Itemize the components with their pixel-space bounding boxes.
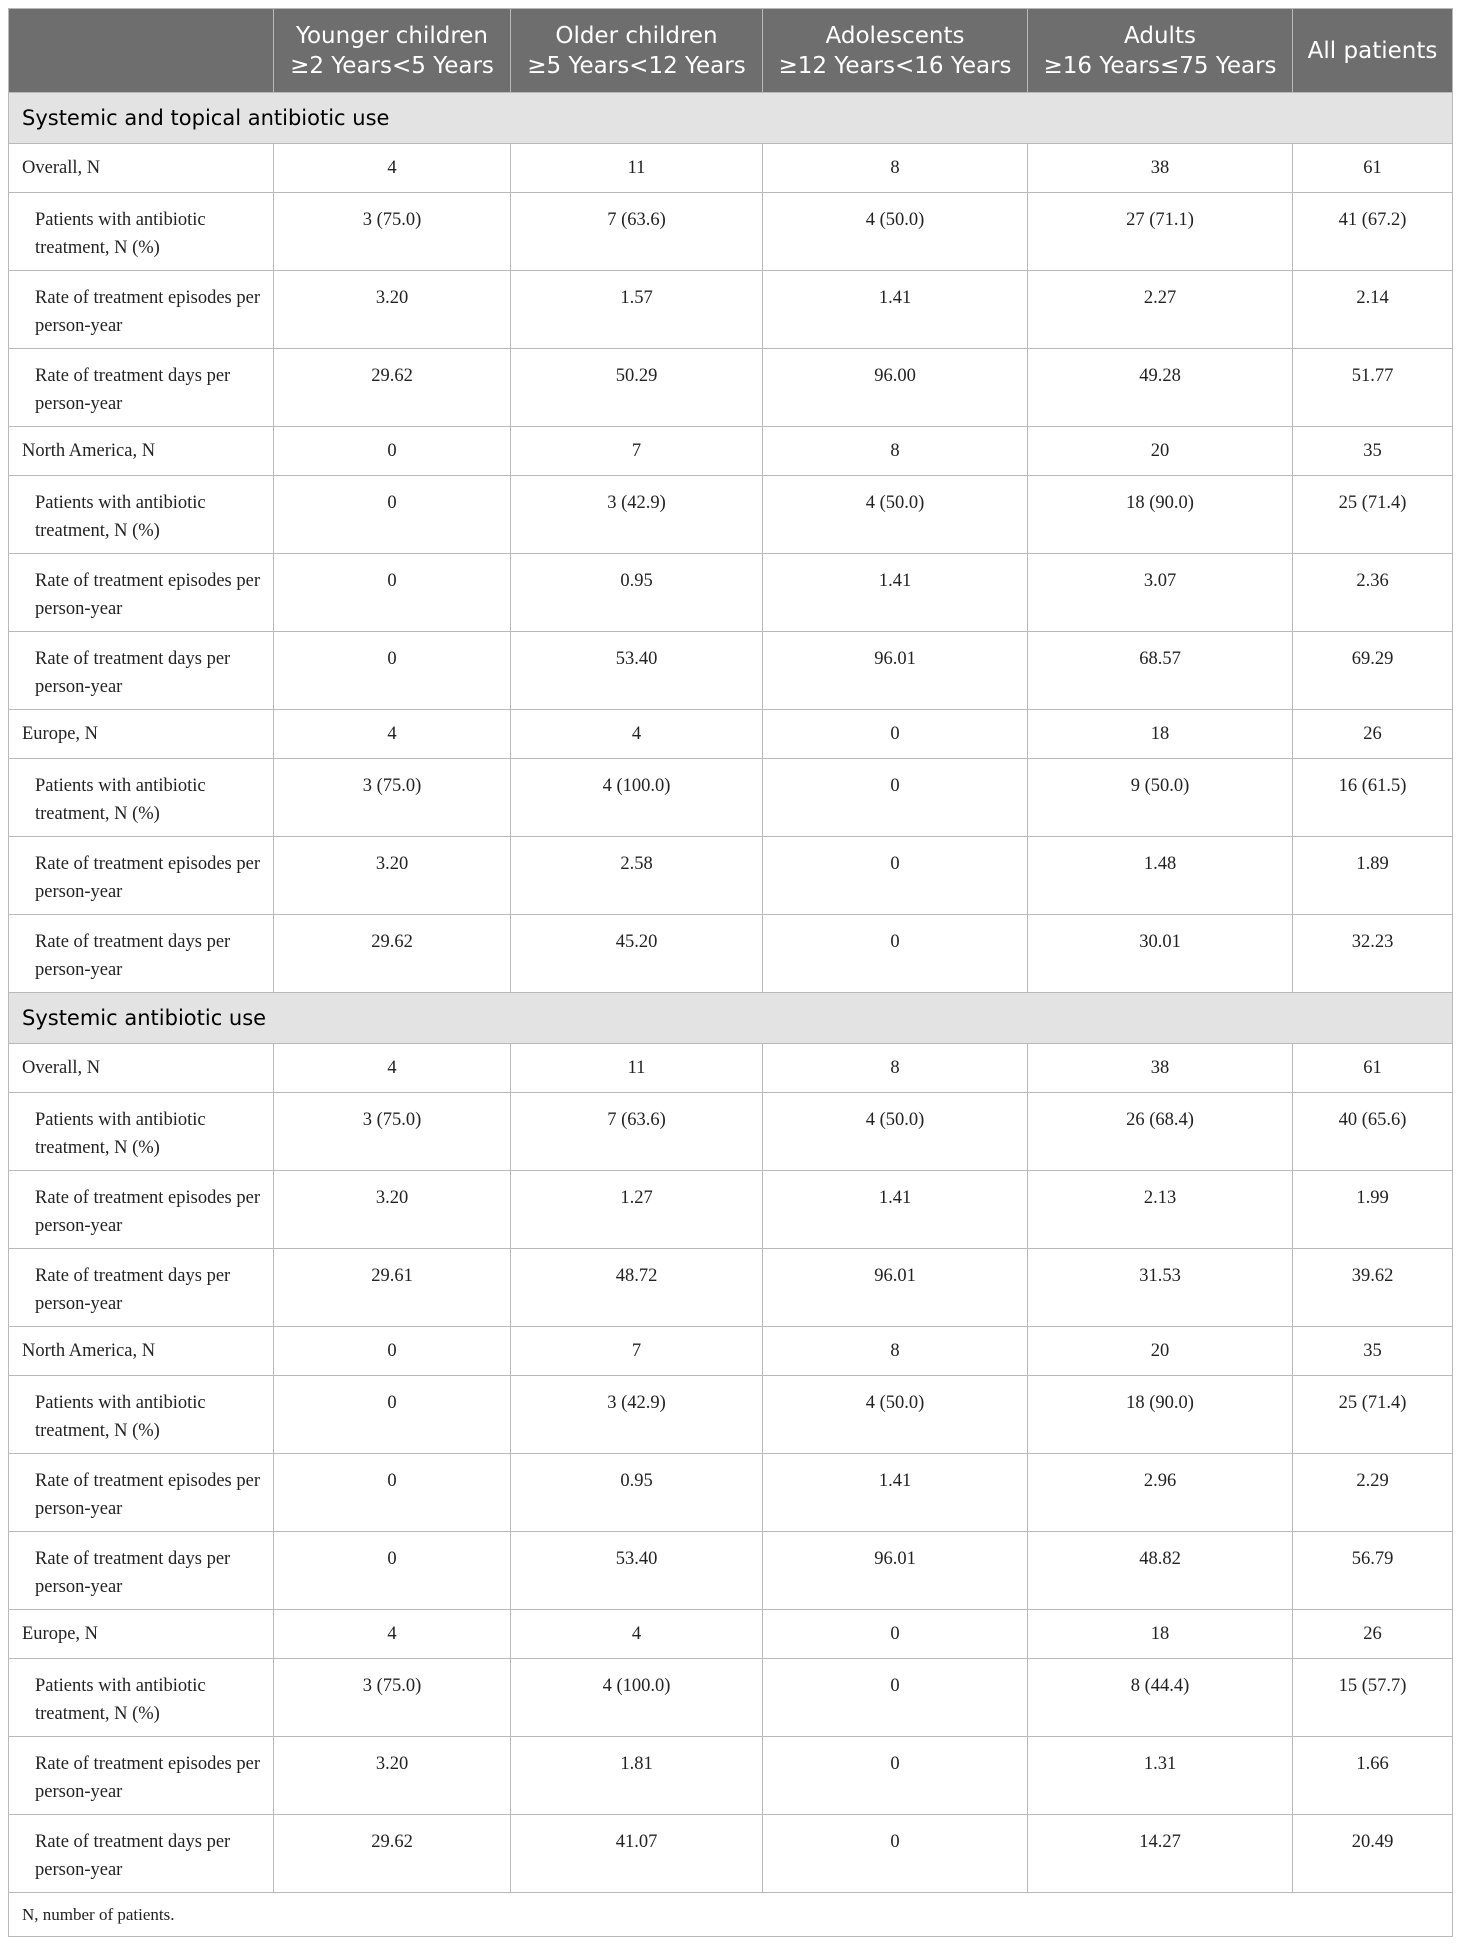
table-cell: 96.01 [763, 632, 1028, 710]
header-younger-children: Younger children ≥2 Years<5 Years [274, 9, 511, 93]
row-metric-label: Rate of treatment days per person-year [9, 1815, 274, 1893]
table-cell: 14.27 [1028, 1815, 1293, 1893]
table-cell: 48.82 [1028, 1532, 1293, 1610]
table-body [9, 93, 1453, 1937]
table-cell: 35 [1293, 427, 1453, 476]
table-cell: 61 [1293, 1044, 1453, 1093]
header-cell-blank [9, 9, 274, 93]
table-cell: 4 [274, 1610, 511, 1659]
table-cell: 4 [274, 144, 511, 193]
table-cell: 3.20 [274, 837, 511, 915]
table-cell: 25 (71.4) [1293, 1376, 1453, 1454]
row-metric-label: Rate of treatment days per person-year [9, 1532, 274, 1610]
table-cell: 61 [1293, 144, 1453, 193]
table-cell: 2.13 [1028, 1171, 1293, 1249]
table-row [9, 1454, 1453, 1532]
table-row [9, 1815, 1453, 1893]
section-header-row [9, 93, 1453, 144]
table-row [9, 349, 1453, 427]
table-row [9, 1532, 1453, 1610]
table-cell: 3.20 [274, 1737, 511, 1815]
table-cell: 51.77 [1293, 349, 1453, 427]
table-cell: 2.96 [1028, 1454, 1293, 1532]
table-cell: 0 [274, 427, 511, 476]
table-cell: 96.00 [763, 349, 1028, 427]
table-cell: 1.81 [511, 1737, 763, 1815]
table-cell: 4 (50.0) [763, 1093, 1028, 1171]
table-cell: 1.41 [763, 1454, 1028, 1532]
table-container [8, 8, 1452, 1937]
table-cell: 35 [1293, 1327, 1453, 1376]
table-cell: 41.07 [511, 1815, 763, 1893]
table-cell: 0 [763, 1659, 1028, 1737]
table-cell: 7 [511, 427, 763, 476]
row-metric-label: Patients with antibiotic treatment, N (%) [9, 193, 274, 271]
table-row [9, 1659, 1453, 1737]
table-cell: 25 (71.4) [1293, 476, 1453, 554]
table-cell: 7 (63.6) [511, 1093, 763, 1171]
table-cell: 11 [511, 1044, 763, 1093]
row-metric-label: Rate of treatment episodes per person-year [9, 1737, 274, 1815]
table-cell: 18 [1028, 1610, 1293, 1659]
table-cell: 1.41 [763, 271, 1028, 349]
table-cell: 26 [1293, 1610, 1453, 1659]
table-row [9, 1610, 1453, 1659]
table-cell: 29.62 [274, 349, 511, 427]
table-cell: 0 [763, 1610, 1028, 1659]
table-cell: 2.36 [1293, 554, 1453, 632]
table-cell: 1.31 [1028, 1737, 1293, 1815]
row-group-label: Overall, N [9, 1044, 274, 1093]
table-cell: 8 [763, 144, 1028, 193]
table-cell: 2.27 [1028, 271, 1293, 349]
table-cell: 41 (67.2) [1293, 193, 1453, 271]
table-cell: 49.28 [1028, 349, 1293, 427]
table-cell: 20 [1028, 1327, 1293, 1376]
table-cell: 0.95 [511, 554, 763, 632]
section-title: Systemic and topical antibiotic use [9, 93, 1453, 144]
antibiotic-use-table [8, 8, 1453, 1937]
table-cell: 26 (68.4) [1028, 1093, 1293, 1171]
table-cell: 3 (75.0) [274, 759, 511, 837]
row-group-label: North America, N [9, 427, 274, 476]
table-cell: 2.58 [511, 837, 763, 915]
table-cell: 3 (75.0) [274, 1093, 511, 1171]
table-row [9, 1327, 1453, 1376]
table-cell: 4 [274, 1044, 511, 1093]
row-metric-label: Rate of treatment days per person-year [9, 915, 274, 993]
table-cell: 18 (90.0) [1028, 1376, 1293, 1454]
table-cell: 1.57 [511, 271, 763, 349]
table-cell: 7 (63.6) [511, 193, 763, 271]
table-cell: 1.99 [1293, 1171, 1453, 1249]
table-cell: 4 (50.0) [763, 476, 1028, 554]
table-cell: 0 [274, 476, 511, 554]
header-adults: Adults ≥16 Years≤75 Years [1028, 9, 1293, 93]
table-cell: 0 [763, 837, 1028, 915]
table-cell: 4 (50.0) [763, 1376, 1028, 1454]
table-row [9, 144, 1453, 193]
section-header-row [9, 993, 1453, 1044]
table-cell: 1.89 [1293, 837, 1453, 915]
table-cell: 1.41 [763, 1171, 1028, 1249]
table-cell: 1.66 [1293, 1737, 1453, 1815]
footnote-row [9, 1893, 1453, 1937]
row-metric-label: Rate of treatment episodes per person-year [9, 837, 274, 915]
table-cell: 0 [274, 632, 511, 710]
table-cell: 20 [1028, 427, 1293, 476]
row-group-label: Europe, N [9, 1610, 274, 1659]
table-cell: 96.01 [763, 1249, 1028, 1327]
table-cell: 0 [274, 1327, 511, 1376]
table-cell: 32.23 [1293, 915, 1453, 993]
table-cell: 38 [1028, 1044, 1293, 1093]
table-cell: 0.95 [511, 1454, 763, 1532]
table-cell: 2.29 [1293, 1454, 1453, 1532]
table-cell: 0 [763, 915, 1028, 993]
table-cell: 18 [1028, 710, 1293, 759]
row-metric-label: Rate of treatment days per person-year [9, 1249, 274, 1327]
table-row [9, 837, 1453, 915]
row-metric-label: Rate of treatment episodes per person-year [9, 554, 274, 632]
table-cell: 31.53 [1028, 1249, 1293, 1327]
table-row [9, 1044, 1453, 1093]
table-cell: 1.27 [511, 1171, 763, 1249]
table-cell: 29.62 [274, 915, 511, 993]
table-cell: 0 [274, 1532, 511, 1610]
table-cell: 3 (42.9) [511, 1376, 763, 1454]
table-cell: 11 [511, 144, 763, 193]
row-metric-label: Rate of treatment episodes per person-year [9, 1454, 274, 1532]
table-footnote: N, number of patients. [9, 1893, 1453, 1937]
row-metric-label: Patients with antibiotic treatment, N (%) [9, 1659, 274, 1737]
header-all-patients: All patients [1293, 9, 1453, 93]
row-group-label: North America, N [9, 1327, 274, 1376]
table-cell: 15 (57.7) [1293, 1659, 1453, 1737]
table-cell: 53.40 [511, 1532, 763, 1610]
row-metric-label: Rate of treatment episodes per person-year [9, 1171, 274, 1249]
table-row [9, 1376, 1453, 1454]
table-cell: 1.48 [1028, 837, 1293, 915]
table-cell: 0 [763, 1815, 1028, 1893]
table-row [9, 759, 1453, 837]
table-cell: 68.57 [1028, 632, 1293, 710]
row-group-label: Overall, N [9, 144, 274, 193]
table-row [9, 1249, 1453, 1327]
table-cell: 3.20 [274, 271, 511, 349]
row-metric-label: Patients with antibiotic treatment, N (%) [9, 759, 274, 837]
table-cell: 39.62 [1293, 1249, 1453, 1327]
table-row [9, 1171, 1453, 1249]
table-cell: 8 [763, 427, 1028, 476]
table-cell: 56.79 [1293, 1532, 1453, 1610]
row-metric-label: Patients with antibiotic treatment, N (%) [9, 476, 274, 554]
table-cell: 1.41 [763, 554, 1028, 632]
table-cell: 4 (100.0) [511, 759, 763, 837]
table-row [9, 476, 1453, 554]
header-older-children: Older children ≥5 Years<12 Years [511, 9, 763, 93]
table-cell: 29.61 [274, 1249, 511, 1327]
table-row [9, 710, 1453, 759]
table-cell: 3 (75.0) [274, 1659, 511, 1737]
section-title: Systemic antibiotic use [9, 993, 1453, 1044]
table-cell: 4 [511, 1610, 763, 1659]
table-cell: 8 [763, 1327, 1028, 1376]
table-cell: 7 [511, 1327, 763, 1376]
row-metric-label: Rate of treatment days per person-year [9, 632, 274, 710]
table-cell: 38 [1028, 144, 1293, 193]
table-row [9, 915, 1453, 993]
table-cell: 0 [763, 710, 1028, 759]
table-header [9, 9, 1453, 93]
table-cell: 3 (75.0) [274, 193, 511, 271]
table-cell: 40 (65.6) [1293, 1093, 1453, 1171]
table-cell: 8 (44.4) [1028, 1659, 1293, 1737]
table-row [9, 193, 1453, 271]
table-cell: 0 [274, 554, 511, 632]
table-cell: 48.72 [511, 1249, 763, 1327]
table-cell: 26 [1293, 710, 1453, 759]
table-cell: 2.14 [1293, 271, 1453, 349]
table-row [9, 271, 1453, 349]
table-cell: 0 [274, 1454, 511, 1532]
row-metric-label: Patients with antibiotic treatment, N (%) [9, 1093, 274, 1171]
table-cell: 4 [511, 710, 763, 759]
table-cell: 0 [763, 1737, 1028, 1815]
table-cell: 0 [274, 1376, 511, 1454]
table-cell: 29.62 [274, 1815, 511, 1893]
table-cell: 3.07 [1028, 554, 1293, 632]
row-metric-label: Patients with antibiotic treatment, N (%) [9, 1376, 274, 1454]
table-row [9, 554, 1453, 632]
table-cell: 53.40 [511, 632, 763, 710]
table-cell: 4 [274, 710, 511, 759]
row-group-label: Europe, N [9, 710, 274, 759]
table-cell: 30.01 [1028, 915, 1293, 993]
table-cell: 4 (50.0) [763, 193, 1028, 271]
header-row [9, 9, 1453, 93]
table-row [9, 632, 1453, 710]
table-row [9, 427, 1453, 476]
table-cell: 9 (50.0) [1028, 759, 1293, 837]
table-cell: 3.20 [274, 1171, 511, 1249]
row-metric-label: Rate of treatment episodes per person-year [9, 271, 274, 349]
table-cell: 4 (100.0) [511, 1659, 763, 1737]
table-cell: 20.49 [1293, 1815, 1453, 1893]
table-cell: 0 [763, 759, 1028, 837]
table-cell: 27 (71.1) [1028, 193, 1293, 271]
header-adolescents: Adolescents ≥12 Years<16 Years [763, 9, 1028, 93]
table-cell: 16 (61.5) [1293, 759, 1453, 837]
table-row [9, 1737, 1453, 1815]
table-row [9, 1093, 1453, 1171]
row-metric-label: Rate of treatment days per person-year [9, 349, 274, 427]
table-cell: 8 [763, 1044, 1028, 1093]
table-cell: 69.29 [1293, 632, 1453, 710]
table-cell: 50.29 [511, 349, 763, 427]
table-cell: 18 (90.0) [1028, 476, 1293, 554]
table-cell: 96.01 [763, 1532, 1028, 1610]
table-cell: 45.20 [511, 915, 763, 993]
table-cell: 3 (42.9) [511, 476, 763, 554]
